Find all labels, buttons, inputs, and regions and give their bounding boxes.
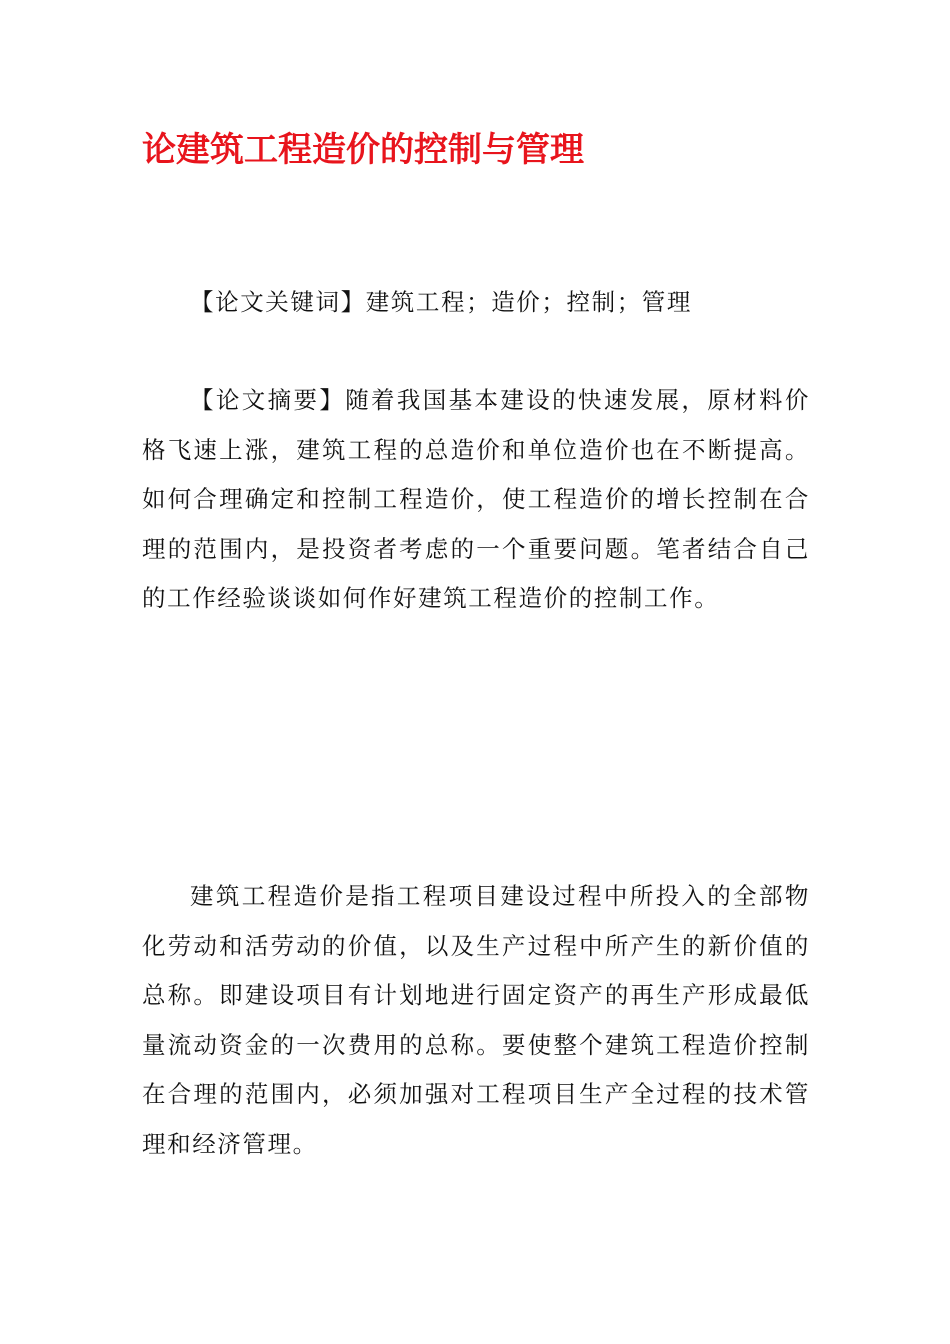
abstract-paragraph: 【论文摘要】随着我国基本建设的快速发展，原材料价格飞速上涨，建筑工程的总造价和单位造价也在不断提高。如何合理确定和控制工程造价，使工程造价的增长控制在合理的范围内，是投资者考虑的一个重要问题。笔者结合自己的工作经验谈谈如何作好建筑工程造价的控制工作。 (142, 386, 810, 612)
document-title: 论建筑工程造价的控制与管理 (142, 130, 584, 170)
body-paragraph: 建筑工程造价是指工程项目建设过程中所投入的全部物化劳动和活劳动的价值，以及生产过程中所产生的新价值的总称。即建设项目有计划地进行固定资产的再生产形成最低量流动资金的一次费用的总称。要使整个建筑工程造价控制在合理的范围内，必须加强对工程项目生产全过程的技术管理和经济管理。 (142, 882, 810, 1158)
keywords-paragraph: 【论文关键词】建筑工程；造价；控制；管理 (190, 288, 692, 316)
